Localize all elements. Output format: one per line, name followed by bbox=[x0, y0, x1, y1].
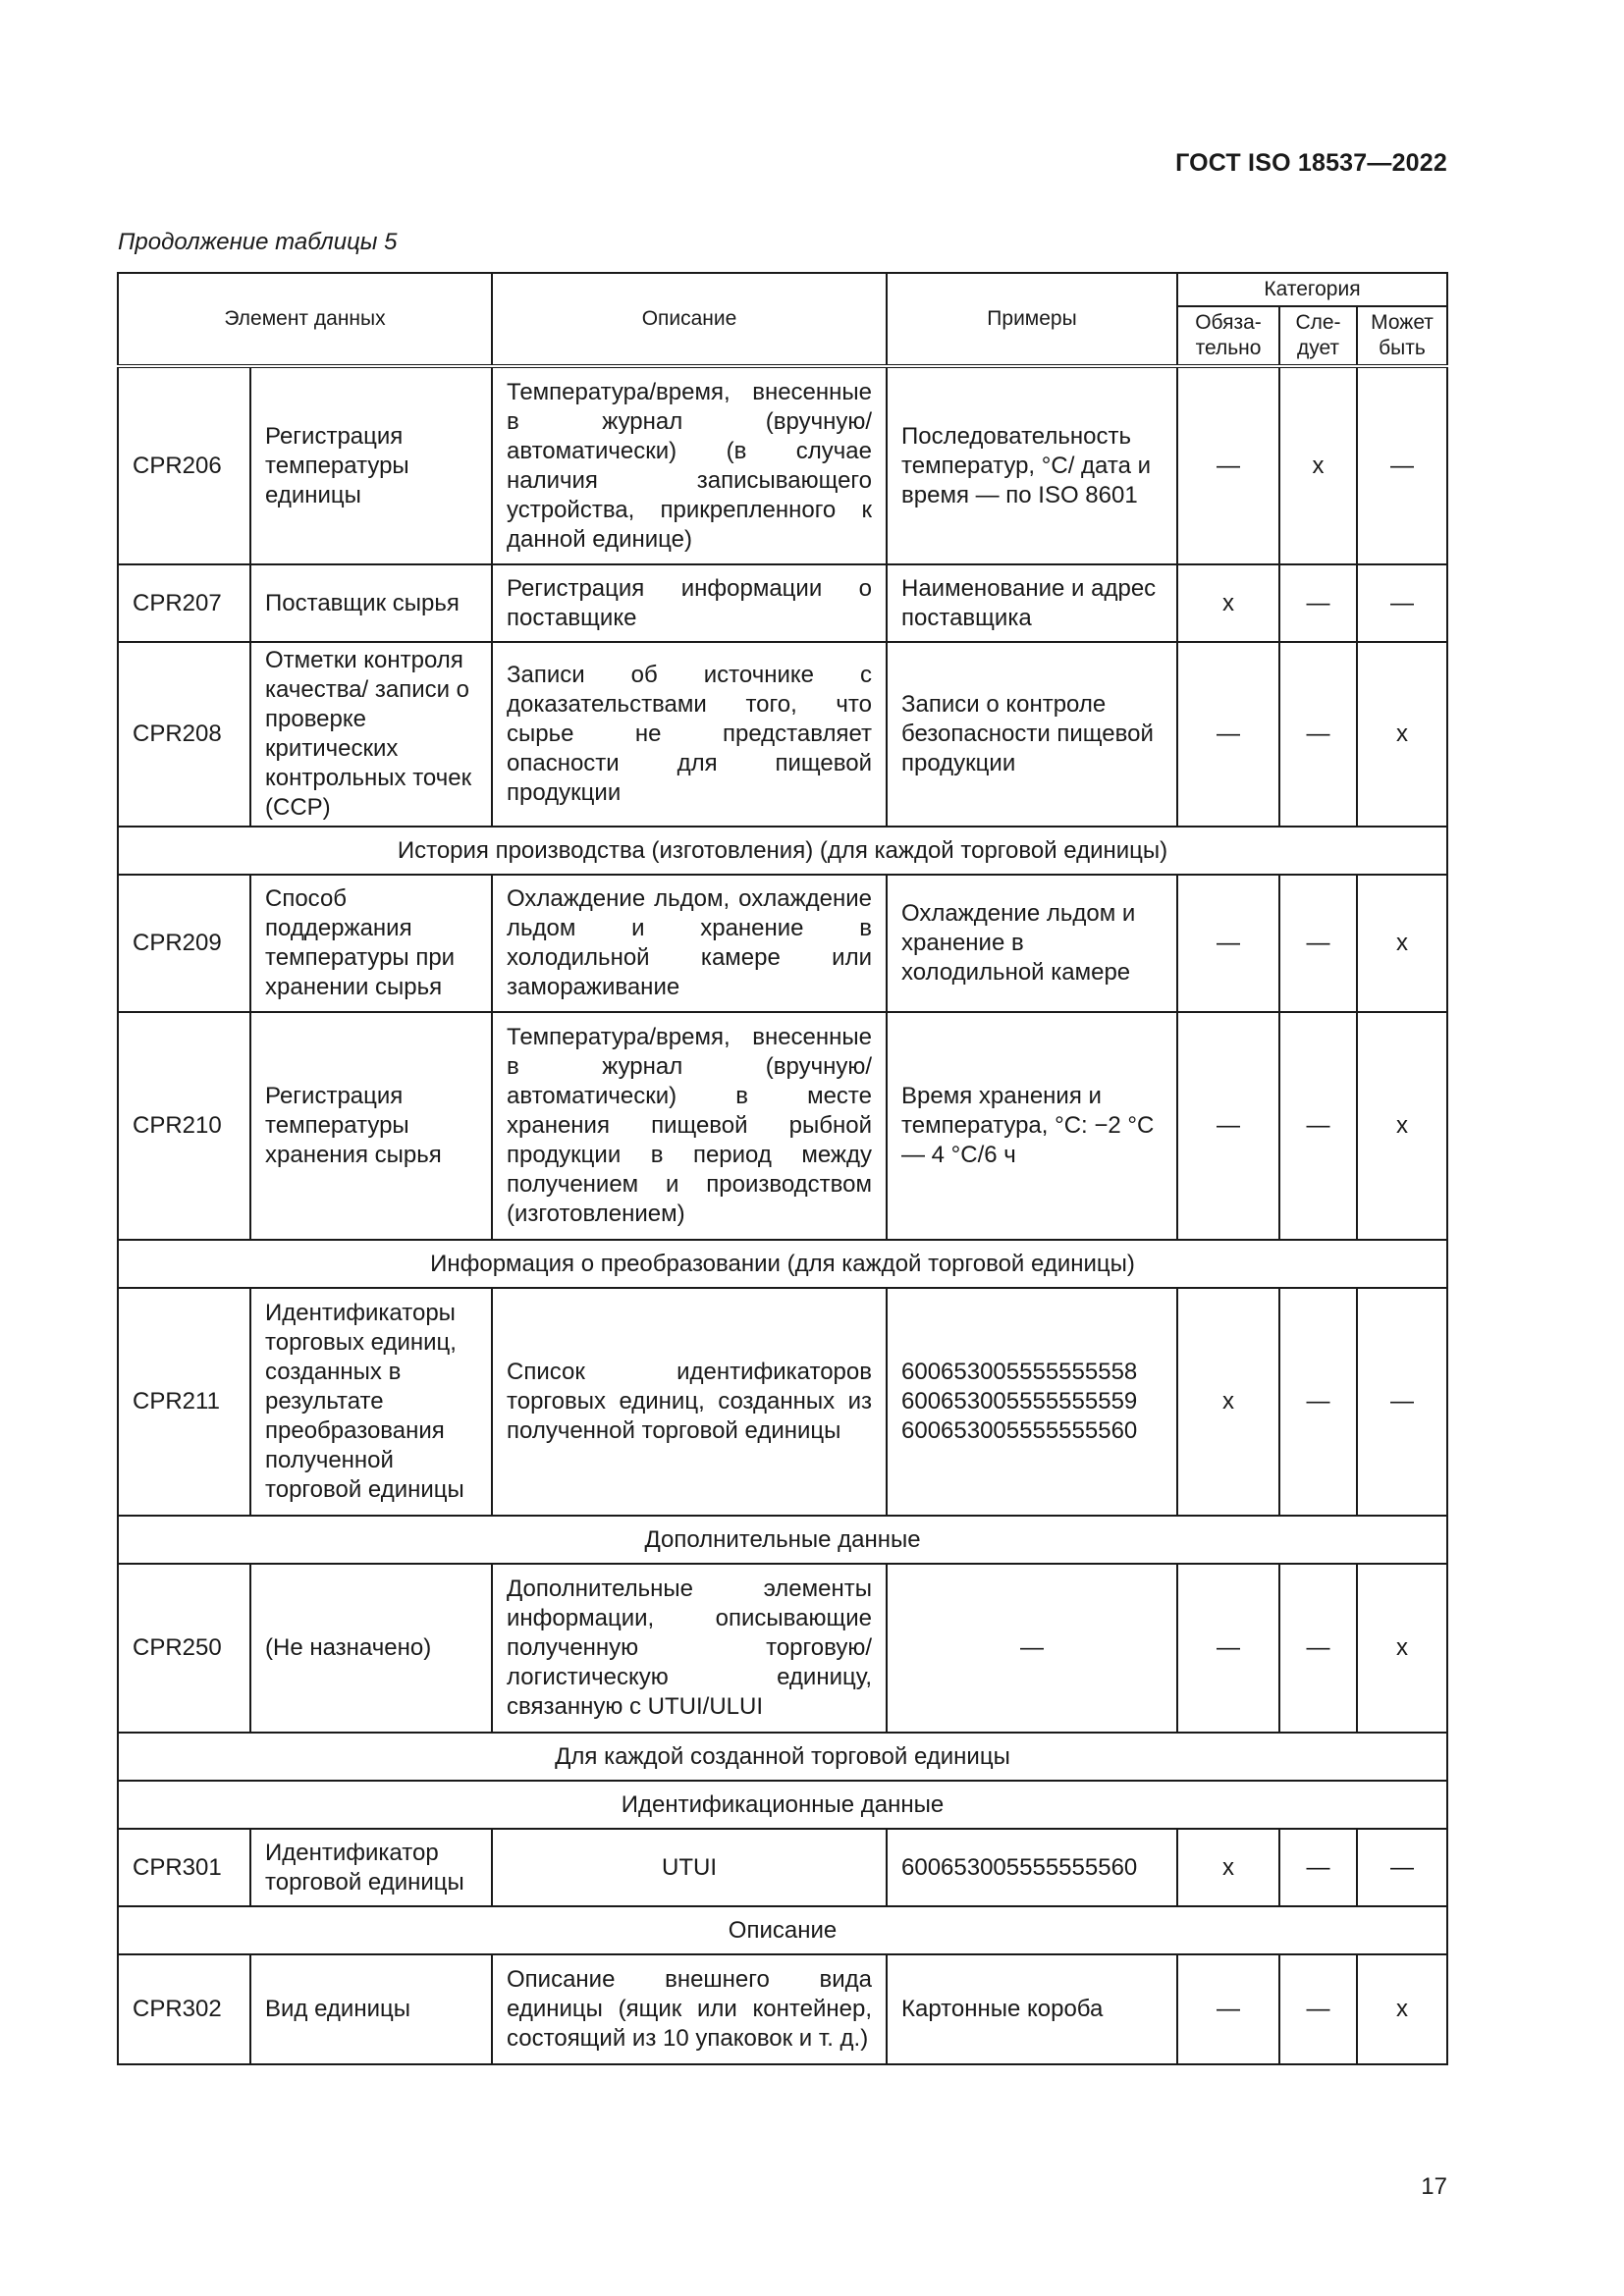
row-element-name: Регистрация температуры единицы bbox=[250, 366, 492, 564]
section-title: Идентификационные данные bbox=[118, 1781, 1447, 1829]
row-code: CPR301 bbox=[118, 1829, 250, 1906]
row-description: Записи об источнике с доказательствами того, что сырье не представляет опасности для пищевой продукции bbox=[492, 642, 887, 827]
section-title: История производства (изготовления) (для каждой торговой единицы) bbox=[118, 827, 1447, 875]
table-row bbox=[118, 1012, 1447, 1240]
row-code: CPR211 bbox=[118, 1288, 250, 1516]
row-should: — bbox=[1279, 1954, 1357, 2064]
row-example: — bbox=[887, 1564, 1177, 1733]
section-row bbox=[118, 1781, 1447, 1829]
column-header-may: Может быть bbox=[1357, 306, 1447, 366]
row-may: x bbox=[1357, 1564, 1447, 1733]
row-code: CPR208 bbox=[118, 642, 250, 827]
document-id: ГОСТ ISO 18537—2022 bbox=[1175, 149, 1447, 177]
row-description: Температура/время, внесенные в журнал (вручную/ автоматически) в месте хранения пищевой рыбной продукции в период между получением и производством (изготовлением) bbox=[492, 1012, 887, 1240]
row-mandatory: x bbox=[1177, 1829, 1279, 1906]
table-body bbox=[118, 366, 1447, 2064]
column-header-should: Сле-дует bbox=[1279, 306, 1357, 366]
example-id: 600653005555555558 600653005555555559 600653005555555560 bbox=[901, 1359, 1138, 1444]
row-should: — bbox=[1279, 564, 1357, 642]
row-should: — bbox=[1279, 1564, 1357, 1733]
table-row bbox=[118, 366, 1447, 564]
row-should: — bbox=[1279, 642, 1357, 827]
row-element-name: Идентификаторы торговых единиц, созданных в результате преобразования полученной торговой единицы bbox=[250, 1288, 492, 1516]
row-mandatory: — bbox=[1177, 1954, 1279, 2064]
row-may: — bbox=[1357, 564, 1447, 642]
row-code: CPR302 bbox=[118, 1954, 250, 2064]
table-row bbox=[118, 1829, 1447, 1906]
row-mandatory: x bbox=[1177, 564, 1279, 642]
column-header-mandatory: Обяза-тельно bbox=[1177, 306, 1279, 366]
section-row bbox=[118, 827, 1447, 875]
table-row bbox=[118, 564, 1447, 642]
row-description: Температура/время, внесенные в журнал (вручную/ автоматически) (в случае наличия записывающего устройства, прикрепленного к данной единице) bbox=[492, 366, 887, 564]
row-element-name: Регистрация температуры хранения сырья bbox=[250, 1012, 492, 1240]
row-may: — bbox=[1357, 1829, 1447, 1906]
table-row bbox=[118, 1288, 1447, 1516]
row-example: Наименование и адрес поставщика bbox=[887, 564, 1177, 642]
row-code: CPR250 bbox=[118, 1564, 250, 1733]
section-title: Дополнительные данные bbox=[118, 1516, 1447, 1564]
section-row bbox=[118, 1733, 1447, 1781]
row-may: x bbox=[1357, 1954, 1447, 2064]
row-description: Охлаждение льдом, охлаждение льдом и хранение в холодильной камере или замораживание bbox=[492, 875, 887, 1012]
row-description: Регистрация информации о поставщике bbox=[492, 564, 887, 642]
row-description: Описание внешнего вида единицы (ящик или контейнер, состоящий из 10 упаковок и т. д.) bbox=[492, 1954, 887, 2064]
row-element-name: Вид единицы bbox=[250, 1954, 492, 2064]
row-mandatory: — bbox=[1177, 1564, 1279, 1733]
row-description: UTUI bbox=[492, 1829, 887, 1906]
row-example: Картонные короба bbox=[887, 1954, 1177, 2064]
row-example: 600653005555555560 bbox=[887, 1829, 1177, 1906]
row-may: x bbox=[1357, 1012, 1447, 1240]
row-may: x bbox=[1357, 875, 1447, 1012]
row-code: CPR206 bbox=[118, 366, 250, 564]
table-row bbox=[118, 1954, 1447, 2064]
row-element-name: (Не назначено) bbox=[250, 1564, 492, 1733]
row-example: Охлаждение льдом и хранение в холодильной камере bbox=[887, 875, 1177, 1012]
row-element-name: Способ поддержания температуры при хранении сырья bbox=[250, 875, 492, 1012]
section-title: Для каждой созданной торговой единицы bbox=[118, 1733, 1447, 1781]
section-title: Описание bbox=[118, 1906, 1447, 1954]
table-caption: Продолжение таблицы 5 bbox=[118, 229, 398, 255]
table-header bbox=[118, 273, 1447, 366]
column-header-description: Описание bbox=[492, 273, 887, 366]
table-row bbox=[118, 1564, 1447, 1733]
row-may: x bbox=[1357, 642, 1447, 827]
data-table bbox=[117, 272, 1448, 2065]
row-element-name: Отметки контроля качества/ записи о проверке критических контрольных точек (CCP) bbox=[250, 642, 492, 827]
row-mandatory: x bbox=[1177, 1288, 1279, 1516]
row-should: — bbox=[1279, 1288, 1357, 1516]
row-code: CPR210 bbox=[118, 1012, 250, 1240]
row-description: Дополнительные элементы информации, описывающие полученную торговую/ логистическую единицу, связанную с UTUI/ULUI bbox=[492, 1564, 887, 1733]
column-header-category: Категория bbox=[1177, 273, 1447, 306]
row-should: — bbox=[1279, 1829, 1357, 1906]
row-should: x bbox=[1279, 366, 1357, 564]
row-mandatory: — bbox=[1177, 875, 1279, 1012]
row-example: Последовательность температур, °C/ дата и время — по ISO 8601 bbox=[887, 366, 1177, 564]
row-example bbox=[887, 1288, 1177, 1516]
row-mandatory: — bbox=[1177, 1012, 1279, 1240]
row-example: Записи о контроле безопасности пищевой продукции bbox=[887, 642, 1177, 827]
row-element-name: Идентификатор торговой единицы bbox=[250, 1829, 492, 1906]
row-code: CPR209 bbox=[118, 875, 250, 1012]
column-header-examples: Примеры bbox=[887, 273, 1177, 366]
row-example: Время хранения и температура, °С: −2 °С — 4 °С/6 ч bbox=[887, 1012, 1177, 1240]
section-row bbox=[118, 1516, 1447, 1564]
row-may: — bbox=[1357, 1288, 1447, 1516]
row-code: CPR207 bbox=[118, 564, 250, 642]
row-should: — bbox=[1279, 875, 1357, 1012]
section-title: Информация о преобразовании (для каждой торговой единицы) bbox=[118, 1240, 1447, 1288]
row-mandatory: — bbox=[1177, 642, 1279, 827]
column-header-element: Элемент данных bbox=[118, 273, 492, 366]
row-may: — bbox=[1357, 366, 1447, 564]
section-row bbox=[118, 1240, 1447, 1288]
row-should: — bbox=[1279, 1012, 1357, 1240]
table-row bbox=[118, 875, 1447, 1012]
table-row bbox=[118, 642, 1447, 827]
row-description: Список идентификаторов торговых единиц, созданных из полученной торговой единицы bbox=[492, 1288, 887, 1516]
row-element-name: Поставщик сырья bbox=[250, 564, 492, 642]
page-number: 17 bbox=[1421, 2173, 1447, 2200]
row-mandatory: — bbox=[1177, 366, 1279, 564]
section-row bbox=[118, 1906, 1447, 1954]
